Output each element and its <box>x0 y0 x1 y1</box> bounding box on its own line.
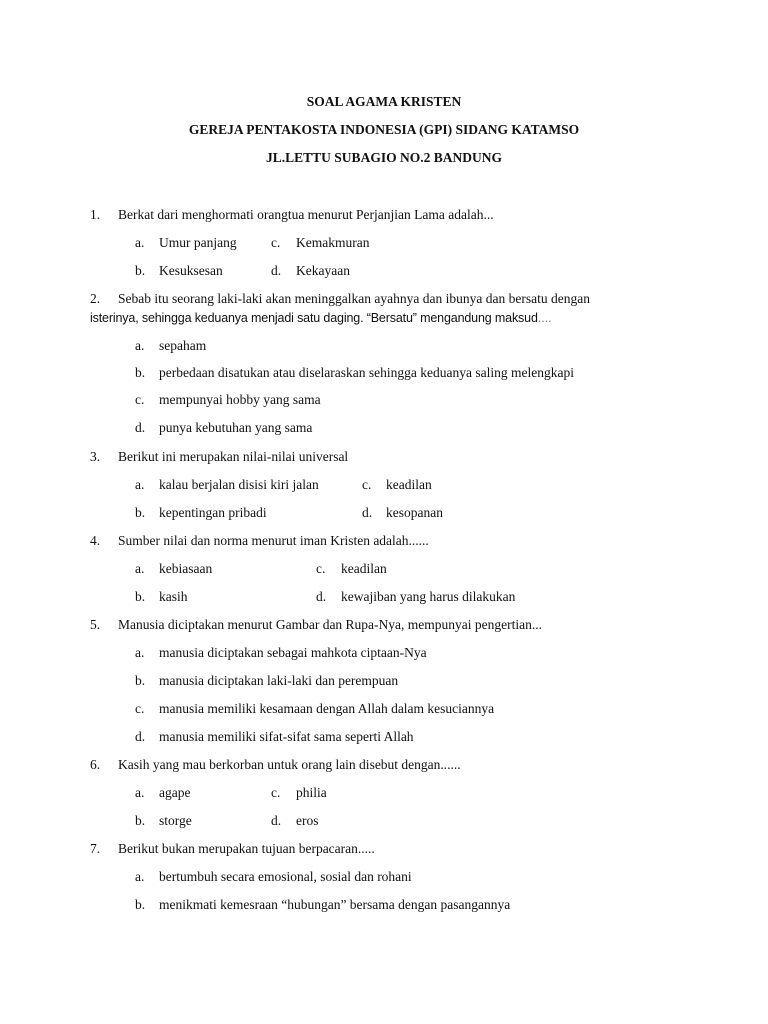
option-letter: b. <box>135 897 146 912</box>
option-letter: c. <box>135 392 145 407</box>
option-letter: d. <box>271 813 282 828</box>
option-text: menikmati kemesraan “hubungan” bersama dengan pasangannya <box>159 897 511 912</box>
option-letter: d. <box>135 420 146 435</box>
question-number: 1. <box>90 207 101 222</box>
question-text: Berikut ini merupakan nilai-nilai universal <box>118 449 349 464</box>
church-address: JL.LETTU SUBAGIO NO.2 BANDUNG <box>266 150 502 165</box>
option-letter: a. <box>135 561 145 576</box>
option-letter: c. <box>271 785 281 800</box>
option-letter: a. <box>135 645 145 660</box>
option-text: Kekayaan <box>296 263 350 278</box>
option-letter: c. <box>316 561 326 576</box>
question-text: Manusia diciptakan menurut Gambar dan Rupa-Nya, mempunyai pengertian... <box>118 617 542 632</box>
option-text: kalau berjalan disisi kiri jalan <box>159 477 319 492</box>
option-letter: a. <box>135 869 145 884</box>
option-text: punya kebutuhan yang sama <box>159 420 313 435</box>
option-letter: b. <box>135 263 146 278</box>
question-text-continued <box>90 310 552 326</box>
option-text: Kesuksesan <box>159 263 223 278</box>
option-text: eros <box>296 813 319 828</box>
question-number: 7. <box>90 841 101 856</box>
church-name: GEREJA PENTAKOSTA INDONESIA (GPI) SIDANG KATAMSO <box>188 122 580 137</box>
option-text: kepentingan pribadi <box>159 505 267 520</box>
option-letter: b. <box>135 365 146 380</box>
option-letter: d. <box>316 589 327 604</box>
question-text: Sumber nilai dan norma menurut iman Kristen adalah...... <box>118 533 429 548</box>
question-text-line2: isterinya, sehingga keduanya menjadi satu daging. “Bersatu” mengandung maksud <box>90 311 538 325</box>
option-text: keadilan <box>341 561 387 576</box>
option-text: manusia memiliki sifat-sifat sama seperti Allah <box>159 729 414 744</box>
option-letter: a. <box>135 338 145 353</box>
option-letter: a. <box>135 235 145 250</box>
option-text: kewajiban yang harus dilakukan <box>341 589 516 604</box>
option-text: mempunyai hobby yang sama <box>159 392 321 407</box>
option-letter: c. <box>271 235 281 250</box>
question-number: 2. <box>90 291 101 306</box>
option-letter: d. <box>362 505 373 520</box>
option-letter: b. <box>135 673 146 688</box>
option-text: agape <box>159 785 191 800</box>
option-text: keadilan <box>386 477 432 492</box>
option-letter: c. <box>135 701 145 716</box>
option-text: philia <box>296 785 327 800</box>
option-letter: a. <box>135 477 145 492</box>
option-text: manusia diciptakan laki-laki dan perempuan <box>159 673 399 688</box>
question-number: 5. <box>90 617 101 632</box>
option-text: perbedaan disatukan atau diselaraskan sehingga keduanya saling melengkapi <box>159 365 574 380</box>
option-letter: d. <box>271 263 282 278</box>
option-text: sepaham <box>159 338 207 353</box>
option-letter: b. <box>135 589 146 604</box>
question-number: 3. <box>90 449 101 464</box>
option-text: manusia diciptakan sebagai mahkota ciptaan-Nya <box>159 645 427 660</box>
question-ellipsis: .... <box>537 311 552 325</box>
option-text: manusia memiliki kesamaan dengan Allah dalam kesuciannya <box>159 701 495 716</box>
question-text: Berikut bukan merupakan tujuan berpacaran..... <box>118 841 375 856</box>
option-letter: c. <box>362 477 372 492</box>
option-text: Kemakmuran <box>296 235 370 250</box>
option-text: bertumbuh secara emosional, sosial dan rohani <box>159 869 412 884</box>
option-text: kesopanan <box>386 505 443 520</box>
document-title: SOAL AGAMA KRISTEN <box>306 94 462 109</box>
question-text: Berkat dari menghormati orangtua menurut Perjanjian Lama adalah... <box>118 207 494 222</box>
question-text: Kasih yang mau berkorban untuk orang lain disebut dengan...... <box>118 757 461 772</box>
option-letter: a. <box>135 785 145 800</box>
question-number: 4. <box>90 533 101 548</box>
option-letter: b. <box>135 813 146 828</box>
option-letter: d. <box>135 729 146 744</box>
option-letter: b. <box>135 505 146 520</box>
question-number: 6. <box>90 757 101 772</box>
option-text: storge <box>159 813 192 828</box>
option-text: kasih <box>159 589 188 604</box>
option-text: kebiasaan <box>159 561 213 576</box>
option-text: Umur panjang <box>159 235 237 250</box>
question-text: Sebab itu seorang laki-laki akan meninggalkan ayahnya dan ibunya dan bersatu dengan <box>118 291 590 306</box>
